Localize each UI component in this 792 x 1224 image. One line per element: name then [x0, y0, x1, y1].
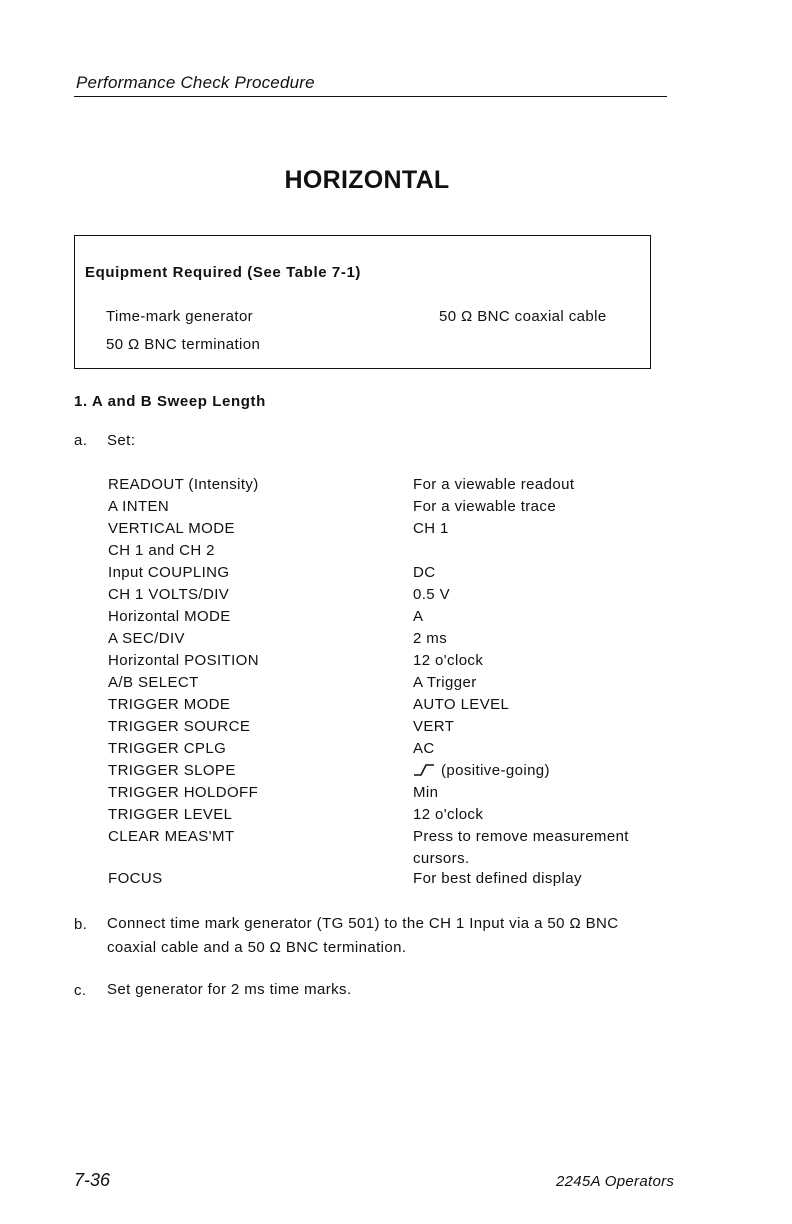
manual-name: 2245A Operators [556, 1173, 675, 1190]
setting-value: 12 o'clock [413, 652, 484, 669]
setting-value: For best defined display [413, 870, 582, 887]
setting-value: For a viewable trace [413, 498, 557, 515]
setting-name: CH 1 and CH 2 [108, 542, 215, 559]
equipment-item: 50 Ω BNC coaxial cable [439, 308, 607, 325]
setting-name: A SEC/DIV [108, 630, 185, 647]
step-a-label: a. [74, 432, 88, 449]
setting-name: A INTEN [108, 498, 170, 515]
setting-name: Input COUPLING [108, 564, 230, 581]
step-c-label: c. [74, 982, 87, 999]
header-rule [74, 96, 667, 97]
setting-value-text: (positive-going) [441, 762, 550, 779]
setting-value: 12 o'clock [413, 806, 484, 823]
setting-value: For a viewable readout [413, 476, 575, 493]
setting-value: DC [413, 564, 436, 581]
equipment-title: Equipment Required (See Table 7-1) [85, 264, 362, 281]
page-heading: HORIZONTAL [284, 166, 450, 194]
section-title: 1. A and B Sweep Length [74, 393, 266, 410]
equipment-item: Time-mark generator [106, 308, 254, 325]
equipment-item: 50 Ω BNC termination [106, 336, 261, 353]
step-a-text: Set: [107, 432, 136, 449]
setting-value: AUTO LEVEL [413, 696, 510, 713]
setting-value: Press to remove measurement cursors. [413, 828, 629, 867]
step-b-text: Connect time mark generator (TG 501) to the CH 1 Input via a 50 Ω BNC coaxial cable and a 50 Ω BNC termination. [107, 915, 619, 956]
setting-name: FOCUS [108, 870, 163, 887]
setting-value [413, 760, 668, 782]
setting-name: READOUT (Intensity) [108, 476, 259, 493]
step-b-label: b. [74, 916, 88, 933]
setting-name: CH 1 VOLTS/DIV [108, 586, 230, 603]
setting-name: TRIGGER CPLG [108, 740, 227, 757]
setting-name: TRIGGER LEVEL [108, 806, 233, 823]
positive-slope-icon [413, 763, 435, 777]
setting-value: 2 ms [413, 630, 448, 647]
setting-name: TRIGGER SOURCE [108, 718, 251, 735]
setting-name: VERTICAL MODE [108, 520, 235, 537]
setting-value: A [413, 608, 424, 625]
setting-name: TRIGGER HOLDOFF [108, 784, 259, 801]
setting-name: A/B SELECT [108, 674, 199, 691]
setting-value: 0.5 V [413, 586, 451, 603]
step-c-text: Set generator for 2 ms time marks. [107, 981, 352, 998]
setting-value: Min [413, 784, 439, 801]
setting-value: A Trigger [413, 674, 477, 691]
running-header: Performance Check Procedure [76, 73, 315, 92]
setting-name: TRIGGER SLOPE [108, 762, 236, 779]
setting-name: Horizontal POSITION [108, 652, 259, 669]
setting-name: TRIGGER MODE [108, 696, 231, 713]
setting-name: CLEAR MEAS'MT [108, 828, 235, 845]
page-number: 7-36 [74, 1170, 111, 1190]
setting-value: VERT [413, 718, 455, 735]
setting-value: CH 1 [413, 520, 449, 537]
setting-value: AC [413, 740, 435, 757]
setting-name: Horizontal MODE [108, 608, 231, 625]
